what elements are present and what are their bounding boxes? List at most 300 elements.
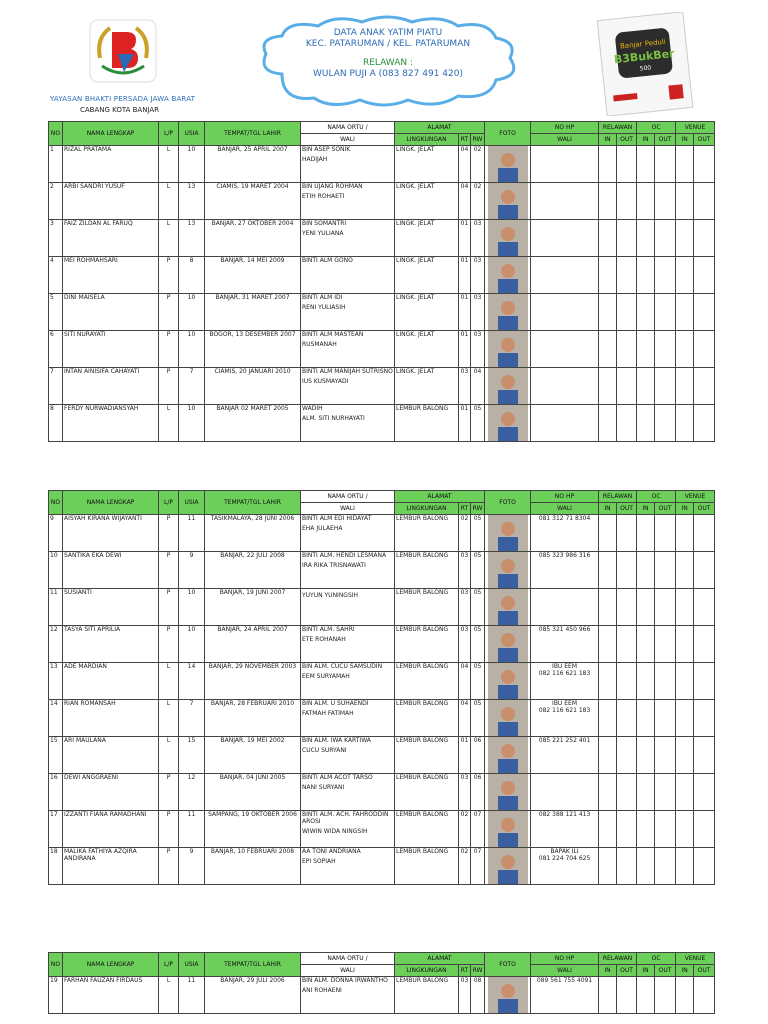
col-nohp-wali: WALI: [531, 965, 599, 977]
cell-lingkungan: LINGK. JELAT: [395, 331, 459, 368]
cell-venue-in: [676, 146, 694, 183]
cell-usia: 7: [179, 700, 205, 737]
cell-ttl: CIAMIS, 20 JANUARI 2010: [205, 368, 301, 405]
child-photo: [488, 368, 528, 404]
cell-rw: 06: [471, 737, 485, 774]
cell-venue-in: [676, 368, 694, 405]
cell-lp: L: [159, 737, 179, 774]
relawan-name: WULAN PUJI A (083 827 491 420): [313, 69, 463, 79]
child-photo: [488, 737, 528, 773]
cell-nohp: [531, 774, 599, 811]
cell-rt: 04: [459, 183, 471, 220]
cell-no: 18: [49, 848, 63, 885]
cell-relawan-in: [599, 368, 617, 405]
col-venue-out: OUT: [694, 965, 715, 977]
cell-wali: [301, 146, 395, 183]
col-ortu: NAMA ORTU /: [301, 122, 395, 134]
cell-foto: [485, 368, 531, 405]
table-row: [49, 977, 715, 1014]
cell-rt: 01: [459, 737, 471, 774]
cell-relawan-out: [617, 294, 637, 331]
cell-venue-out: [694, 700, 715, 737]
cell-wali: [301, 331, 395, 368]
cell-lingkungan: LEMBUR BALONG: [395, 552, 459, 589]
cell-no: 13: [49, 663, 63, 700]
cell-no: 19: [49, 977, 63, 1014]
table-row: [49, 737, 715, 774]
cell-venue-in: [676, 774, 694, 811]
col-relawan: RELAWAN: [599, 122, 637, 134]
cell-wali: [301, 663, 395, 700]
cell-usia: 8: [179, 257, 205, 294]
child-photo: [488, 220, 528, 256]
col-foto: FOTO: [485, 953, 531, 977]
cell-relawan-in: [599, 183, 617, 220]
cell-lingkungan: LEMBUR BALONG: [395, 515, 459, 552]
cell-rw: 07: [471, 848, 485, 885]
col-oc-in: IN: [637, 134, 655, 146]
child-photo: [488, 589, 528, 625]
col-ttl: TEMPAT/TGL LAHIR: [205, 953, 301, 977]
col-nohp-wali: WALI: [531, 503, 599, 515]
cell-nama: ARBI SANDRI YUSUF: [63, 183, 159, 220]
cell-rw: 05: [471, 552, 485, 589]
cell-oc-out: [655, 589, 676, 626]
cell-lingkungan: LINGK. JELAT: [395, 220, 459, 257]
cell-lingkungan: LEMBUR BALONG: [395, 811, 459, 848]
cell-rt: 01: [459, 331, 471, 368]
cell-wali: [301, 626, 395, 663]
cell-rw: 02: [471, 183, 485, 220]
data-table-2: [48, 490, 715, 885]
cell-foto: [485, 977, 531, 1014]
cell-venue-out: [694, 405, 715, 442]
wali-name: BINTI ALM. HENDI LESMANA: [302, 552, 387, 559]
cell-no: 7: [49, 368, 63, 405]
col-relawan-in: IN: [599, 134, 617, 146]
cell-relawan-out: [617, 589, 637, 626]
cell-usia: 9: [179, 848, 205, 885]
wali-name: BINTI ALM. SAHRI: [302, 626, 355, 633]
cell-nohp: IBU EEM 082 116 621 183: [531, 700, 599, 737]
cell-oc-out: [655, 977, 676, 1014]
table-row: [49, 811, 715, 848]
cell-venue-in: [676, 848, 694, 885]
cell-relawan-in: [599, 977, 617, 1014]
cell-lp: L: [159, 663, 179, 700]
cell-rt: 02: [459, 515, 471, 552]
relawan-label: RELAWAN :: [362, 58, 413, 68]
cell-venue-out: [694, 146, 715, 183]
cell-usia: 10: [179, 294, 205, 331]
cell-ttl: BANJAR, 31 MARET 2007: [205, 294, 301, 331]
wali-name: BINTI ALM IDI: [302, 294, 343, 301]
col-no: NO: [49, 491, 63, 515]
cell-oc-in: [637, 811, 655, 848]
cell-venue-in: [676, 977, 694, 1014]
cell-nama: FAIZ ZILDAN AL FARUQ: [63, 220, 159, 257]
cell-venue-out: [694, 663, 715, 700]
cell-no: 14: [49, 700, 63, 737]
cell-oc-out: [655, 257, 676, 294]
cell-lp: P: [159, 848, 179, 885]
cell-lp: P: [159, 811, 179, 848]
cell-rw: 06: [471, 774, 485, 811]
cell-lp: L: [159, 146, 179, 183]
cell-no: 3: [49, 220, 63, 257]
cell-foto: [485, 774, 531, 811]
col-rw: RW: [471, 503, 485, 515]
cell-rt: 01: [459, 405, 471, 442]
cell-lp: P: [159, 515, 179, 552]
cell-no: 6: [49, 331, 63, 368]
wali-secondary: WIWIN WIDA NINGSIH: [302, 828, 368, 835]
col-oc: OC: [637, 122, 676, 134]
cell-nama: ADE MARDIAN: [63, 663, 159, 700]
cell-no: 8: [49, 405, 63, 442]
cell-usia: 9: [179, 552, 205, 589]
title-line1: DATA ANAK YATIM PIATU: [333, 28, 443, 38]
table-row: [49, 183, 715, 220]
cell-rt: 03: [459, 368, 471, 405]
cell-no: 4: [49, 257, 63, 294]
wali-name: BIN ALM. IWA KARTIWA: [302, 737, 371, 744]
col-nohp: NO HP: [531, 491, 599, 503]
cell-wali: [301, 183, 395, 220]
wali-name: BINTI ALM. ACH. FAHRODDIN AROSI: [302, 811, 389, 825]
title-line2: KEC. PATARUMAN / KEL. PATARUMAN: [305, 39, 471, 49]
cell-relawan-out: [617, 848, 637, 885]
child-photo: [488, 700, 528, 736]
cell-nohp: [531, 220, 599, 257]
col-no: NO: [49, 122, 63, 146]
cell-venue-out: [694, 737, 715, 774]
col-relawan: RELAWAN: [599, 953, 637, 965]
cell-usia: 13: [179, 183, 205, 220]
wali-secondary: HADIJAH: [302, 156, 328, 163]
cell-ttl: BANJAR, 04 JUNI 2005: [205, 774, 301, 811]
cell-relawan-out: [617, 368, 637, 405]
col-venue-out: OUT: [694, 503, 715, 515]
col-venue-in: IN: [676, 965, 694, 977]
cell-ttl: BANJAR, 24 APRIL 2007: [205, 626, 301, 663]
cell-rw: 08: [471, 977, 485, 1014]
cell-nohp: 089 561 755 4091: [531, 977, 599, 1014]
cell-ttl: BANJAR, 19 MEI 2002: [205, 737, 301, 774]
wali-name: BINTI ALM GONO: [302, 257, 353, 264]
cell-ttl: BANJAR, 10 FEBRUARI 2008: [205, 848, 301, 885]
cell-venue-in: [676, 294, 694, 331]
cell-relawan-in: [599, 552, 617, 589]
cell-rt: 02: [459, 848, 471, 885]
cell-oc-in: [637, 737, 655, 774]
cell-wali: [301, 774, 395, 811]
cell-no: 15: [49, 737, 63, 774]
cell-venue-in: [676, 589, 694, 626]
wali-name: WADIH: [302, 405, 323, 412]
table-row: [49, 220, 715, 257]
cell-lingkungan: LINGK. JELAT: [395, 294, 459, 331]
cell-relawan-out: [617, 626, 637, 663]
col-no: NO: [49, 953, 63, 977]
cell-nama: ARI MAULANA: [63, 737, 159, 774]
wali-secondary: ALM. SITI NURHAYATI: [302, 415, 365, 422]
cell-lp: P: [159, 368, 179, 405]
col-alamat: ALAMAT: [395, 491, 485, 503]
cell-rw: 05: [471, 515, 485, 552]
col-wali: WALI: [301, 134, 395, 146]
cell-oc-in: [637, 331, 655, 368]
cell-usia: 10: [179, 626, 205, 663]
col-foto: FOTO: [485, 491, 531, 515]
cell-nama: RIZAL PRATAMA: [63, 146, 159, 183]
col-nama: NAMA LENGKAP: [63, 122, 159, 146]
cell-relawan-out: [617, 146, 637, 183]
cell-ttl: BOGOR, 13 DESEMBER 2007: [205, 331, 301, 368]
cell-venue-out: [694, 552, 715, 589]
cell-venue-in: [676, 552, 694, 589]
col-rw: RW: [471, 134, 485, 146]
col-rt: RT: [459, 965, 471, 977]
cell-foto: [485, 331, 531, 368]
cell-relawan-in: [599, 774, 617, 811]
col-wali: WALI: [301, 965, 395, 977]
cell-nama: SITI NURAYATI: [63, 331, 159, 368]
cell-rt: 01: [459, 257, 471, 294]
col-venue: VENUE: [676, 122, 715, 134]
cell-venue-out: [694, 294, 715, 331]
cell-venue-in: [676, 626, 694, 663]
wali-name: BINTI ALM ACOT TARSO: [302, 774, 373, 781]
cell-wali: [301, 220, 395, 257]
cell-lingkungan: LINGK. JELAT: [395, 257, 459, 294]
cell-venue-out: [694, 331, 715, 368]
child-photo: [488, 183, 528, 219]
cell-lp: P: [159, 257, 179, 294]
cell-oc-in: [637, 552, 655, 589]
wali-name: BIN UJANG ROHMAN: [302, 183, 363, 190]
col-relawan-in: IN: [599, 503, 617, 515]
cell-lingkungan: LEMBUR BALONG: [395, 848, 459, 885]
cell-usia: 10: [179, 405, 205, 442]
child-photo: [488, 146, 528, 182]
cell-lp: P: [159, 589, 179, 626]
cell-usia: 11: [179, 977, 205, 1014]
col-venue-out: OUT: [694, 134, 715, 146]
table-row: [49, 848, 715, 885]
cell-ttl: BANJAR, 14 MEI 2009: [205, 257, 301, 294]
wali-secondary: RENI YULIASIH: [302, 304, 346, 311]
cell-nama: FARHAN FAUZAN FIRDAUS: [63, 977, 159, 1014]
wali-secondary: RUSMANAH: [302, 341, 337, 348]
cell-nohp: [531, 331, 599, 368]
org-branch: CABANG KOTA BANJAR: [80, 106, 160, 114]
cell-lingkungan: LINGK. JELAT: [395, 146, 459, 183]
wali-secondary: IRA RIKA TRISNAWATI: [302, 562, 366, 569]
col-oc: OC: [637, 491, 676, 503]
col-lp: L/P: [159, 491, 179, 515]
wali-name: BINTI ALM EDI HIDAYAT: [302, 515, 372, 522]
cell-usia: 12: [179, 774, 205, 811]
cell-ttl: BANJAR, 27 OKTOBER 2004: [205, 220, 301, 257]
cell-rt: 03: [459, 626, 471, 663]
cell-venue-out: [694, 183, 715, 220]
cell-relawan-in: [599, 405, 617, 442]
cell-venue-in: [676, 331, 694, 368]
cell-rt: 03: [459, 589, 471, 626]
cell-lingkungan: LINGK. JELAT: [395, 368, 459, 405]
cell-wali: [301, 294, 395, 331]
col-relawan-out: OUT: [617, 503, 637, 515]
cell-foto: [485, 405, 531, 442]
cell-rt: 03: [459, 774, 471, 811]
cell-nama: FERDY NURWADIANSYAH: [63, 405, 159, 442]
col-usia: USIA: [179, 122, 205, 146]
col-venue: VENUE: [676, 953, 715, 965]
cell-relawan-in: [599, 700, 617, 737]
cell-relawan-out: [617, 257, 637, 294]
col-nama: NAMA LENGKAP: [63, 491, 159, 515]
table-row: [49, 700, 715, 737]
cell-wali: [301, 368, 395, 405]
cell-nohp: 085 323 986 316: [531, 552, 599, 589]
cell-nama: MALIKA FATHIYA AZQIRA ANDIRANA: [63, 848, 159, 885]
data-table-3: [48, 952, 715, 1014]
cell-no: 12: [49, 626, 63, 663]
cell-ttl: BANJAR, 29 NOVEMBER 2003: [205, 663, 301, 700]
cell-ttl: TASIKMALAYA, 28 JUNI 2006: [205, 515, 301, 552]
cell-no: 5: [49, 294, 63, 331]
cell-ttl: SAMPANG, 19 OKTOBER 2006: [205, 811, 301, 848]
cell-usia: 10: [179, 589, 205, 626]
cell-venue-out: [694, 257, 715, 294]
cell-relawan-in: [599, 257, 617, 294]
cell-relawan-in: [599, 663, 617, 700]
wali-name: BINTI ALM MASTEAN: [302, 331, 364, 338]
col-relawan: RELAWAN: [599, 491, 637, 503]
cell-oc-in: [637, 515, 655, 552]
cell-nohp: [531, 405, 599, 442]
cell-nama: IZZANTI FIANA RAMADHANI: [63, 811, 159, 848]
cell-ttl: BANJAR, 19 JUNI 2007: [205, 589, 301, 626]
cell-venue-out: [694, 811, 715, 848]
cell-lp: P: [159, 774, 179, 811]
cell-usia: 14: [179, 663, 205, 700]
cell-oc-in: [637, 405, 655, 442]
wali-secondary: NANI SURYANI: [302, 784, 345, 791]
cell-no: 2: [49, 183, 63, 220]
table-row: [49, 331, 715, 368]
cell-nohp: [531, 257, 599, 294]
cell-nohp: [531, 368, 599, 405]
cell-venue-in: [676, 811, 694, 848]
cell-oc-out: [655, 626, 676, 663]
cell-lp: L: [159, 183, 179, 220]
cell-relawan-out: [617, 663, 637, 700]
col-usia: USIA: [179, 491, 205, 515]
cell-venue-in: [676, 663, 694, 700]
cell-relawan-in: [599, 515, 617, 552]
child-photo: [488, 257, 528, 293]
col-venue-in: IN: [676, 134, 694, 146]
cell-rt: 01: [459, 294, 471, 331]
cell-ttl: BANJAR 02 MARET 2005: [205, 405, 301, 442]
cell-usia: 11: [179, 515, 205, 552]
table-row: [49, 589, 715, 626]
cell-foto: [485, 552, 531, 589]
cell-lingkungan: LEMBUR BALONG: [395, 626, 459, 663]
cell-lp: P: [159, 331, 179, 368]
col-venue-in: IN: [676, 503, 694, 515]
cell-oc-in: [637, 774, 655, 811]
cell-oc-in: [637, 700, 655, 737]
wali-secondary: EPI SOPIAH: [302, 858, 336, 865]
cell-nama: TASYA SITI APRILIA: [63, 626, 159, 663]
wali-secondary: ETE ROHANAH: [302, 636, 346, 643]
child-photo: [488, 405, 528, 441]
cell-nohp: [531, 183, 599, 220]
cell-relawan-out: [617, 774, 637, 811]
cell-rw: 05: [471, 626, 485, 663]
cell-oc-out: [655, 811, 676, 848]
cell-rw: 05: [471, 589, 485, 626]
cell-oc-out: [655, 700, 676, 737]
cell-nama: DEWI ANGGRAENI: [63, 774, 159, 811]
col-lingkungan: LINGKUNGAN: [395, 965, 459, 977]
title-block: [252, 28, 524, 80]
cell-oc-out: [655, 183, 676, 220]
table-row: [49, 294, 715, 331]
cell-venue-out: [694, 515, 715, 552]
cell-relawan-in: [599, 220, 617, 257]
cell-oc-out: [655, 368, 676, 405]
cell-nama: SANTIKA EKA DEWI: [63, 552, 159, 589]
cell-rw: 05: [471, 700, 485, 737]
cell-relawan-out: [617, 515, 637, 552]
col-alamat: ALAMAT: [395, 953, 485, 965]
cell-no: 16: [49, 774, 63, 811]
cell-oc-in: [637, 294, 655, 331]
wali-name: BIN ALM. U SUHAENDI: [302, 700, 369, 707]
yayasan-logo: [88, 18, 158, 84]
cell-relawan-out: [617, 737, 637, 774]
cell-oc-in: [637, 663, 655, 700]
cell-oc-out: [655, 663, 676, 700]
cell-rw: 07: [471, 811, 485, 848]
cell-relawan-out: [617, 552, 637, 589]
cell-oc-in: [637, 368, 655, 405]
cell-oc-out: [655, 774, 676, 811]
cell-oc-out: [655, 220, 676, 257]
cell-oc-in: [637, 146, 655, 183]
cell-foto: [485, 811, 531, 848]
col-wali: WALI: [301, 503, 395, 515]
col-oc-out: OUT: [655, 965, 676, 977]
cell-rw: 04: [471, 368, 485, 405]
cell-usia: 10: [179, 331, 205, 368]
cell-oc-in: [637, 257, 655, 294]
cell-foto: [485, 220, 531, 257]
svg-text:500: 500: [639, 64, 652, 73]
cell-wali: [301, 811, 395, 848]
wali-secondary: ETIH ROHAETI: [302, 193, 345, 200]
cell-wali: [301, 515, 395, 552]
cell-oc-out: [655, 294, 676, 331]
cell-usia: 10: [179, 146, 205, 183]
cell-lingkungan: LEMBUR BALONG: [395, 774, 459, 811]
cell-lingkungan: LEMBUR BALONG: [395, 663, 459, 700]
cell-relawan-out: [617, 977, 637, 1014]
